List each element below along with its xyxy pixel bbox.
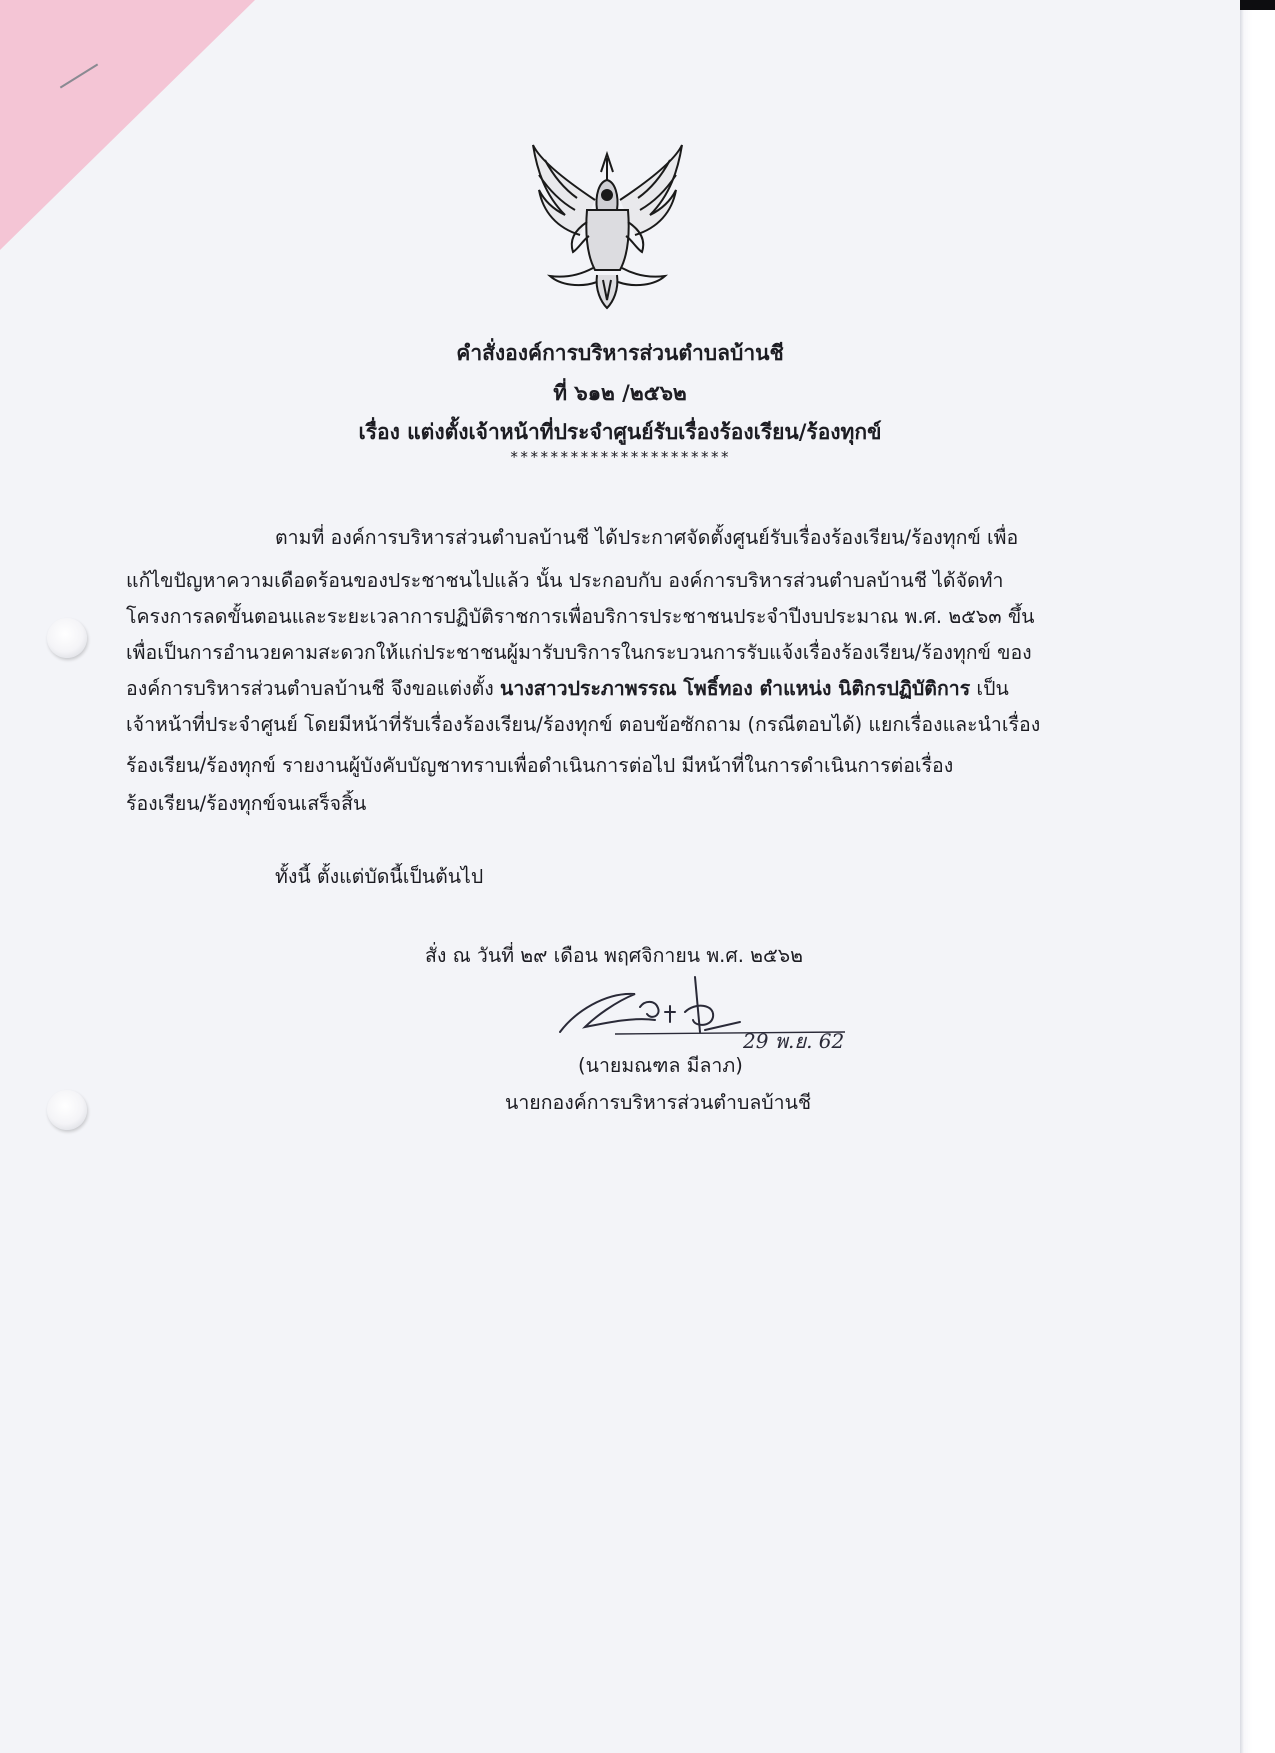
order-date: สั่ง ณ วันที่ ๒๙ เดือน พฤศจิกายน พ.ศ. ๒๕๖๒ [425, 944, 803, 967]
body-line-2: แก้ไขปัญหาความเดือดร้อนของประชาชนไปแล้ว นั้น ประกอบกับ องค์การบริหารส่วนตำบลบ้านชี ได้จัดทำ [126, 569, 1004, 592]
body-line-5 [126, 675, 1091, 703]
body-line-7: ร้องเรียน/ร้องทุกข์ รายงานผู้บังคับบัญชาทราบเพื่อดำเนินการต่อไป มีหน้าที่ในการดำเนินการต่อเรื่อง [126, 754, 954, 777]
body-line-4: เพื่อเป็นการอำนวยคามสะดวกให้แก่ประชาชนผู้มารับบริการในกระบวนการรับแจ้งเรื่องร้องเรียน/ร้องทุกข์ ของ [126, 641, 1032, 664]
punch-hole-bottom [47, 1090, 87, 1130]
order-title: คำสั่งองค์การบริหารส่วนตำบลบ้านชี [456, 341, 784, 365]
signatory-position: นายกองค์การบริหารส่วนตำบลบ้านชี [505, 1091, 812, 1114]
pink-paper-corner [0, 0, 255, 250]
header-separator: ********************** [509, 448, 731, 466]
scan-shadow [1240, 0, 1275, 10]
signatory-name: (นายมณฑล มีลาภ) [578, 1054, 743, 1077]
signature-date: 29 พ.ย. 62 [743, 1029, 845, 1053]
body-line-3: โครงการลดขั้นตอนและระยะเวลาการปฏิบัติราชการเพื่อบริการประชาชนประจำปีงบประมาณ พ.ศ. ๒๕๖๓ ขึ้น [126, 605, 1035, 628]
effective-clause: ทั้งนี้ ตั้งแต่บัดนี้เป็นต้นไป [275, 865, 484, 888]
punch-hole-top [47, 618, 87, 658]
body-line-1: ตามที่ องค์การบริหารส่วนตำบลบ้านชี ได้ประกาศจัดตั้งศูนย์รับเรื่องร้องเรียน/ร้องทุกข์ เพื่อ [275, 526, 1019, 549]
handwritten-signature [555, 972, 855, 1062]
body-line-8: ร้องเรียน/ร้องทุกข์จนเสร็จสิ้น [126, 792, 367, 815]
body-line-5-tail: เป็น [970, 677, 1009, 700]
garuda-emblem-icon [525, 140, 690, 310]
order-subject: เรื่อง แต่งตั้งเจ้าหน้าที่ประจำศูนย์รับเรื่องร้องเรียน/ร้องทุกข์ [358, 420, 882, 444]
body-line-5-lead: องค์การบริหารส่วนตำบลบ้านชี จึงขอแต่งตั้ง [126, 677, 500, 700]
order-number: ที่ ๖๑๒ /๒๕๖๒ [553, 381, 687, 405]
page-edge [1240, 0, 1275, 1753]
body-line-6: เจ้าหน้าที่ประจำศูนย์ โดยมีหน้าที่รับเรื่องร้องเรียน/ร้องทุกข์ ตอบข้อซักถาม (กรณีตอบได้) แยกเรื่องและนำเรื่อง [126, 713, 1041, 736]
appointee-name-and-position: นางสาวประภาพรรณ โพธิ์ทอง ตำแหน่ง นิติกรปฏิบัติการ [499, 677, 971, 700]
